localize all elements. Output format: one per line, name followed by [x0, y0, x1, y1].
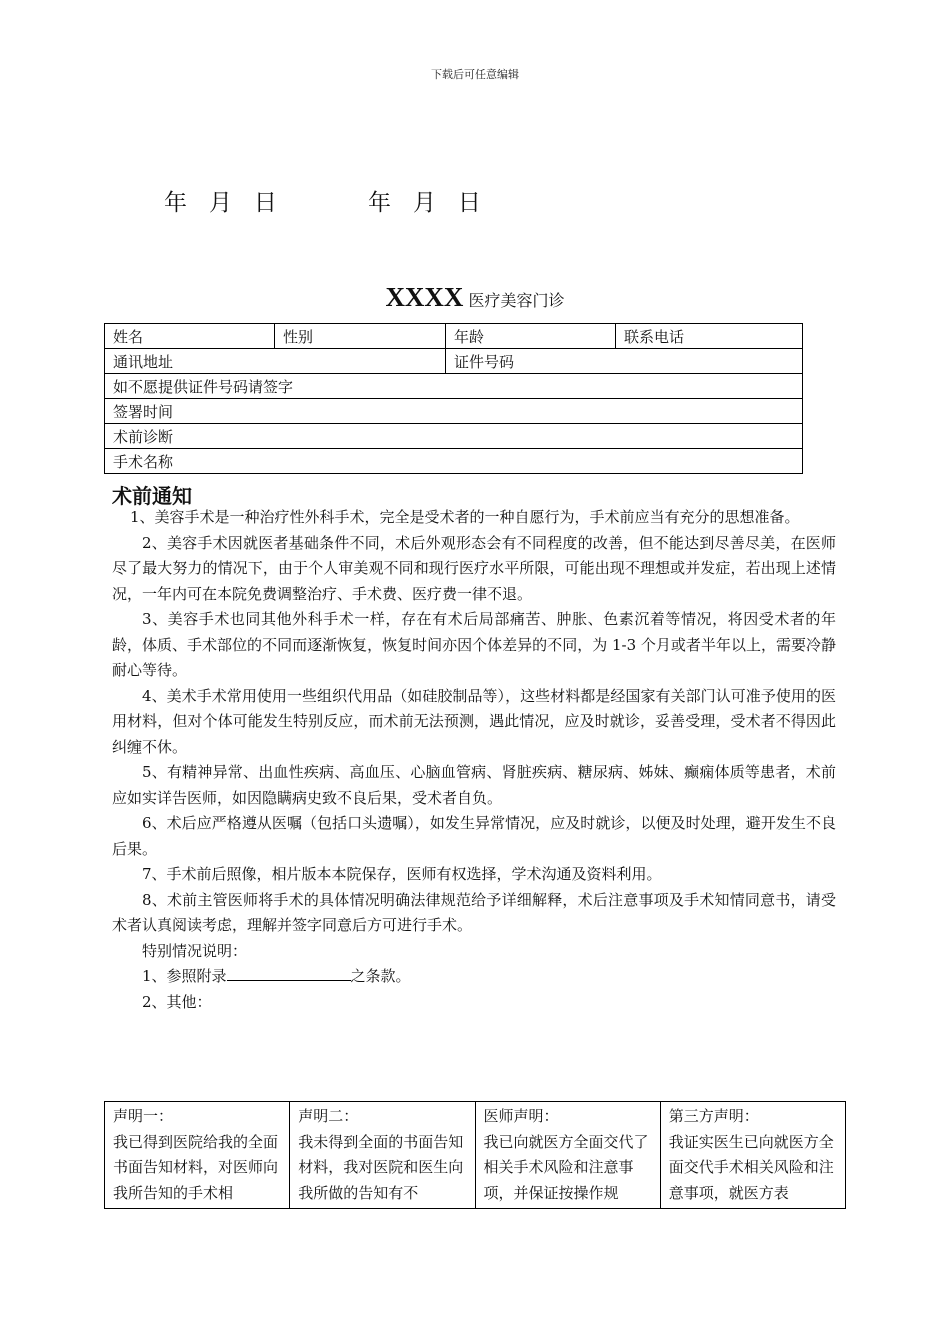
declaration-text: 我未得到全面的书面告知材料，我对医院和医生向我所做的告知有不: [298, 1132, 464, 1202]
declaration-text: 我证实医生已向就医方全面交代手术相关风险和注意事项，就医方表: [668, 1132, 834, 1202]
notice-item-7: 7、手术前后照像，相片版本本院保存，医师有权选择，学术沟通及资料利用。: [142, 865, 662, 883]
declaration-cell-third-party: [660, 1102, 845, 1209]
declaration-cell-doctor: [475, 1102, 660, 1209]
date-year-label: 年: [164, 190, 187, 216]
age-field[interactable]: 年龄: [446, 324, 616, 349]
special-note-2: 2、其他：: [142, 992, 212, 1011]
address-field[interactable]: 通讯地址: [105, 349, 446, 374]
table-row: [105, 374, 803, 399]
table-row: [105, 424, 803, 449]
sign-time-field[interactable]: 签署时间: [105, 399, 803, 424]
date-line-2: [368, 184, 481, 217]
table-row: [105, 449, 803, 474]
date-month-label: 月: [412, 190, 436, 216]
patient-info-table: [104, 323, 803, 474]
special-notes-label: 特别情况说明：: [142, 941, 248, 960]
declaration-text: 我已得到医院给我的全面书面告知材料，对医师向我所告知的手术相: [113, 1132, 279, 1202]
notice-item-5: 5、有精神异常、出血性疾病、高血压、心脑血管病、肾脏疾病、糖尿病、姊妹、癫痫体质等患者，术前应如实详告医师，如因隐瞒病史致不良后果，受术者自负。: [112, 763, 836, 807]
notice-item-3: 3、美容手术也同其他外科手术一样，存在有术后局部痛苦、肿胀、色素沉着等情况，将因受术者的年龄，体质、手术部位的不同而逐渐恢复，恢复时间亦因个体差异的不同，为 1-3 个月或者半年以上，需要冷静耐心等待。: [112, 610, 836, 679]
id-number-field[interactable]: 证件号码: [446, 349, 803, 374]
diagnosis-field[interactable]: 术前诊断: [105, 424, 803, 449]
special-note-1-suffix: 之条款。: [350, 967, 411, 985]
declaration-text: 我已向就医方全面交代了相关手术风险和注意事项，并保证按操作规: [483, 1132, 649, 1202]
document-title: [0, 282, 950, 313]
gender-field[interactable]: 性别: [275, 324, 446, 349]
table-row: [105, 399, 803, 424]
no-id-signature-field[interactable]: 如不愿提供证件号码请签字: [105, 374, 803, 399]
declaration-cell-2: [290, 1102, 475, 1209]
notice-item-2: 2、美容手术因就医者基础条件不同，术后外观形态会有不同程度的改善，但不能达到尽善尽美，在医师尽了最大努力的情况下，由于个人审美观不同和现行医疗水平所限，可能出现不理想或并发症，若出现上述情况，一年内可在本院免费调整治疗、手术费、医疗费一律不退。: [112, 533, 836, 603]
declaration-title: 声明一：: [113, 1107, 174, 1125]
declaration-title: 医师声明：: [483, 1107, 559, 1125]
clinic-subtitle: 医疗美容门诊: [468, 291, 565, 310]
notice-item-8: 8、术前主管医师将手术的具体情况明确法律规范给予详细解释，术后注意事项及手术知情同意书，请受术者认真阅读考虑，理解并签字同意后方可进行手术。: [112, 890, 836, 934]
date-line-1: [164, 184, 277, 217]
declaration-cell-1: [105, 1102, 290, 1209]
special-note-1: [112, 964, 836, 990]
table-row: [105, 349, 803, 374]
date-day-label: 日: [457, 190, 481, 216]
notice-item-4: 4、美术手术常用使用一些组织代用品（如硅胶制品等），这些材料都是经国家有关部门认可准予使用的医用材料，但对个体可能发生特别反应，而术前无法预测，遇此情况，应及时就诊，妥善受理，受术者不得因此纠缠不休。: [112, 686, 836, 756]
surgery-name-field[interactable]: 手术名称: [105, 449, 803, 474]
table-row: [105, 1102, 846, 1209]
clinic-brand: XXXX: [385, 282, 464, 312]
notice-heading: 术前通知: [112, 484, 192, 508]
header-note: 下载后可任意编辑: [431, 68, 519, 81]
date-day-label: 日: [253, 190, 277, 216]
phone-field[interactable]: 联系电话: [616, 324, 803, 349]
declarations-table: [104, 1101, 846, 1209]
date-month-label: 月: [208, 190, 232, 216]
name-field[interactable]: 姓名: [105, 324, 275, 349]
notice-item-6: 6、术后应严格遵从医嘱（包括口头遗嘱），如发生异常情况，应及时就诊，以便及时处理，避开发生不良后果。: [112, 814, 836, 858]
notice-item-1: 1、美容手术是一种治疗性外科手术，完全是受术者的一种自愿行为，手术前应当有充分的思想准备。: [130, 508, 800, 526]
notice-body: [112, 505, 836, 1015]
appendix-blank-field[interactable]: [227, 965, 351, 981]
declaration-title: 声明二：: [298, 1107, 359, 1125]
date-year-label: 年: [368, 190, 391, 216]
special-note-1-prefix: 1、参照附录: [142, 967, 227, 985]
declaration-title: 第三方声明：: [668, 1107, 759, 1125]
table-row: [105, 324, 803, 349]
